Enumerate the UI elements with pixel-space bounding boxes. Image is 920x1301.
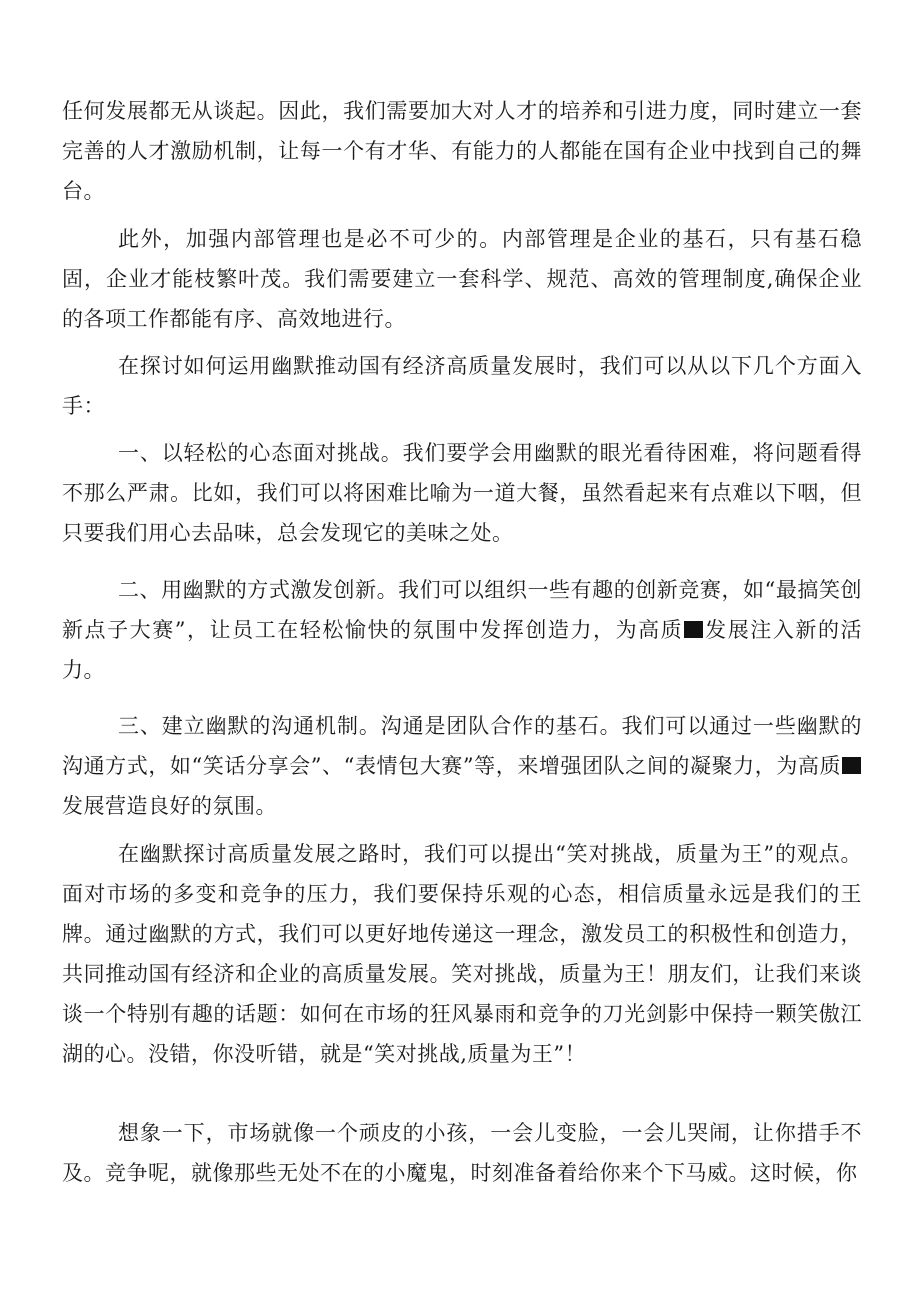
paragraph-point-two (62, 570, 862, 690)
redaction-block (842, 757, 861, 774)
redaction-block (684, 621, 703, 638)
paragraph-humor-intro: 在探讨如何运用幽默推动国有经济高质量发展时，我们可以从以下几个方面入手： (62, 354, 862, 418)
paragraph-point-one: 一、以轻松的心态面对挑战。我们要学会用幽默的眼光看待困难，将问题看得不那么严肃。比如，我们可以将困难比喻为一道大餐，虽然看起来有点难以下咽，但只要我们用心去品味，总会发现它的美味之处。 (62, 441, 862, 545)
paragraph-internal-management: 此外，加强内部管理也是必不可少的。内部管理是企业的基石，只有基石稳固，企业才能枝繁叶茂。我们需要建立一套科学、规范、高效的管理制度,确保企业的各项工作都能有序、高效地进行。 (62, 227, 862, 331)
paragraph-point-two-text-before: 二、用幽默的方式激发创新。我们可以组织一些有趣的创新竞赛，如“最搞笑创新点子大赛”，让员工在轻松愉快的氛围中发挥创造力，为高质 (62, 578, 862, 642)
paragraph-point-three-text-after: 发展营造良好的氛围。 (62, 794, 277, 818)
paragraph-point-three-text-before: 三、建立幽默的沟通机制。沟通是团队合作的基石。我们可以通过一些幽默的沟通方式，如“笑话分享会”、“表情包大赛”等，来增强团队之间的凝聚力，为高质 (62, 714, 862, 778)
paragraph-imagine-market: 想象一下，市场就像一个顽皮的小孩，一会儿变脸，一会儿哭闹，让你措手不及。竞争呢，就像那些无处不在的小魔鬼，时刻准备着给你来个下马威。这时候，你 (62, 1121, 862, 1185)
paragraph-point-two-text-after: 发展注入新的活力。 (62, 618, 862, 682)
paragraph-talent: 任何发展都无从谈起。因此，我们需要加大对人才的培养和引进力度，同时建立一套完善的人才激励机制，让每一个有才华、有能力的人都能在国有企业中找到自己的舞台。 (62, 99, 862, 203)
paragraph-quality-is-king: 在幽默探讨高质量发展之路时，我们可以提出“笑对挑战，质量为王”的观点。面对市场的多变和竞争的压力，我们要保持乐观的心态，相信质量永远是我们的王牌。通过幽默的方式，我们可以更好地传递这一理念，激发员工的积极性和创造力，共同推动国有经济和企业的高质量发展。笑对挑战，质量为王！朋友们，让我们来谈谈一个特别有趣的话题：如何在市场的狂风暴雨和竞争的刀光剑影中保持一颗笑傲江湖的心。没错，你没听错，就是“笑对挑战,质量为王”！ (62, 842, 862, 1066)
paragraph-point-three (62, 706, 862, 826)
